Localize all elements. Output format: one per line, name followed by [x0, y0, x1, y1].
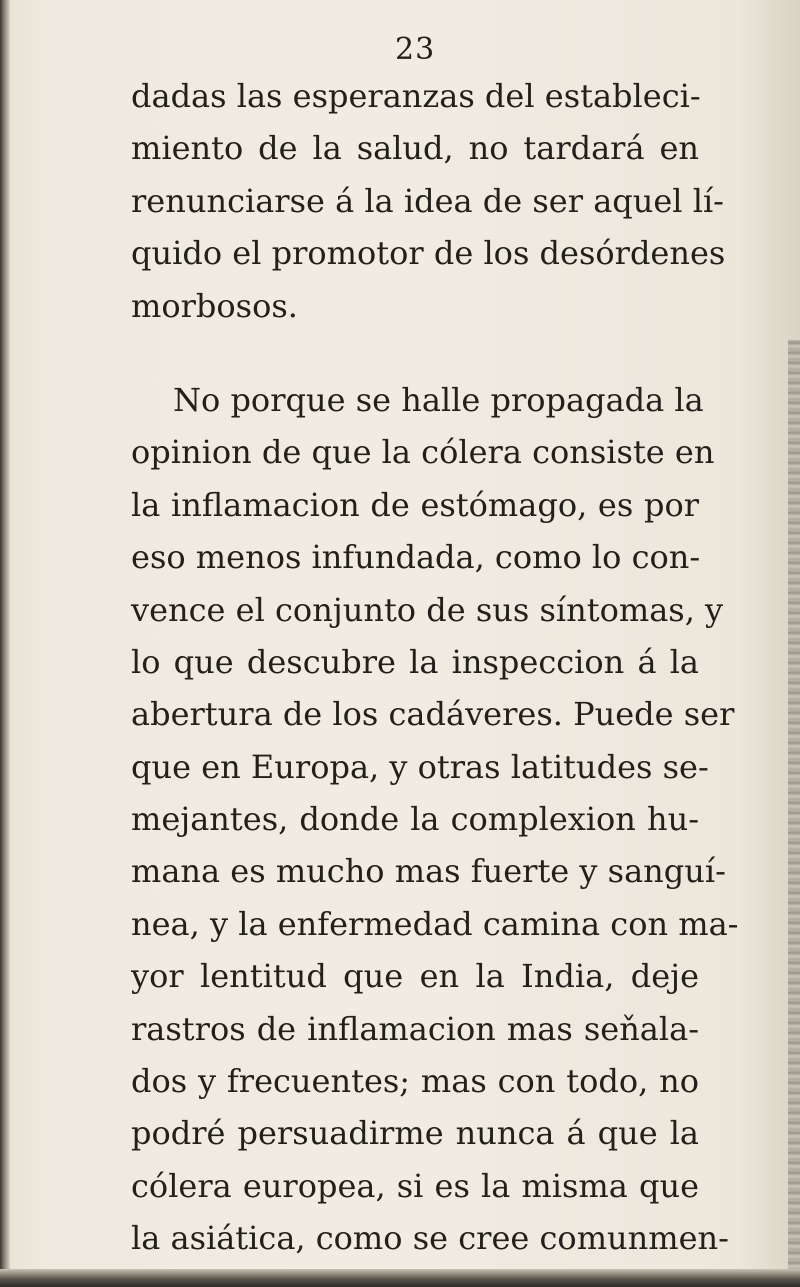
paragraph-spacer	[131, 332, 699, 374]
text-line: lo que descubre la inspeccion á la	[131, 642, 699, 681]
text-line: mejantes, donde la complexion hu-	[131, 800, 699, 839]
text-line: quido el promotor de los desórdenes	[131, 234, 726, 273]
paragraph-1	[131, 70, 726, 332]
text-line: abertura de los cadáveres. Puede ser	[131, 695, 735, 734]
text-line: eso menos infundada, como lo con-	[131, 538, 701, 577]
text-line: la asiática, como se cree comunmen-	[131, 1219, 729, 1258]
text-line: la inflamacion de estómago, es por	[131, 485, 699, 524]
text-line: renunciarse á la idea de ser aquel lí-	[131, 181, 724, 220]
text-line: opinion de que la cólera consiste en	[131, 433, 715, 472]
text-line: mana es mucho mas fuerte y sanguí-	[131, 852, 726, 891]
text-line: morbosos.	[131, 286, 298, 325]
text-line: miento de la salud, no tardará en	[131, 129, 699, 168]
text-line: dos y frecuentes; mas con todo, no	[131, 1062, 699, 1101]
page-gutter-shadow	[0, 0, 10, 1287]
text-line: nea, y la enfermedad camina con ma-	[131, 904, 739, 943]
text-line: rastros de inflamacion mas seňala-	[131, 1009, 699, 1048]
text-line: dadas las esperanzas del estableci-	[131, 77, 701, 115]
page-number: 23	[395, 32, 436, 67]
text-line: cólera europea, si es la misma que	[131, 1166, 699, 1205]
body-text	[131, 70, 739, 1265]
text-line: vence el conjunto de sus síntomas, y	[131, 590, 724, 629]
page-bottom-shadow	[0, 1269, 800, 1287]
text-line: que en Europa, y otras latitudes se-	[131, 747, 709, 786]
paragraph-2	[131, 374, 739, 1265]
page-edge-shadow	[788, 340, 800, 1287]
text-line: yor lentitud que en la India, deje	[131, 957, 699, 996]
text-line: podré persuadirme nunca á que la	[131, 1114, 699, 1153]
text-line: No porque se halle propagada la	[173, 380, 704, 419]
